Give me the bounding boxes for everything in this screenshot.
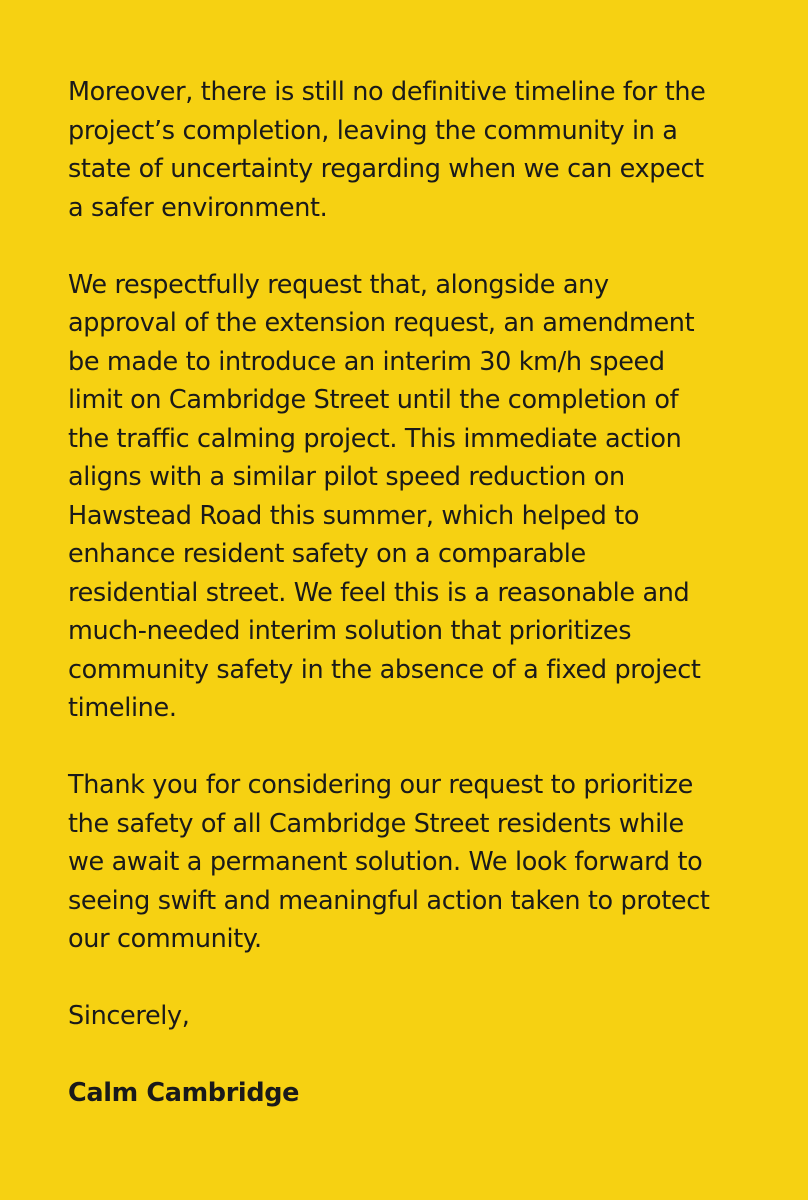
text-line: we await a permanent solution. We look forward to [68,847,703,877]
letter-body [68,73,748,1113]
paragraph-thanks [68,766,748,959]
text-line: limit on Cambridge Street until the completion of [68,385,679,415]
text-line: Hawstead Road this summer, which helped to [68,500,640,531]
text-line: community safety in the absence of a fixed project [68,654,701,685]
paragraph-request [68,266,748,728]
text-line: the traffic calming project. This immediate action [68,423,682,454]
signature-text: Calm Cambridge [68,1078,300,1108]
text-line: timeline. [68,693,177,723]
text-line: state of uncertainty regarding when we can expect [68,154,704,184]
text-line: much-needed interim solution that prioritizes [68,616,632,646]
closing-salutation [68,997,748,1036]
text-line: enhance resident safety on a comparable [68,539,586,569]
text-line: a safer environment. [68,192,328,223]
text-line: Thank you for considering our request to prioritize [68,770,693,800]
text-line: We respectfully request that, alongside any [68,269,609,300]
text-line: aligns with a similar pilot speed reduction on [68,462,625,492]
text-line: be made to introduce an interim 30 km/h speed [68,346,665,377]
signature [68,1074,748,1113]
text-line: seeing swift and meaningful action taken to protect [68,885,710,916]
text-line: residential street. We feel this is a reasonable and [68,577,690,608]
text-line: Moreover, there is still no definitive timeline for the [68,77,706,107]
text-line: our community. [68,924,262,954]
paragraph-timeline [68,73,748,227]
text-line: the safety of all Cambridge Street residents while [68,808,684,839]
closing-text: Sincerely, [68,1001,190,1031]
text-line: project’s completion, leaving the community in a [68,115,678,146]
text-line: approval of the extension request, an amendment [68,308,695,338]
